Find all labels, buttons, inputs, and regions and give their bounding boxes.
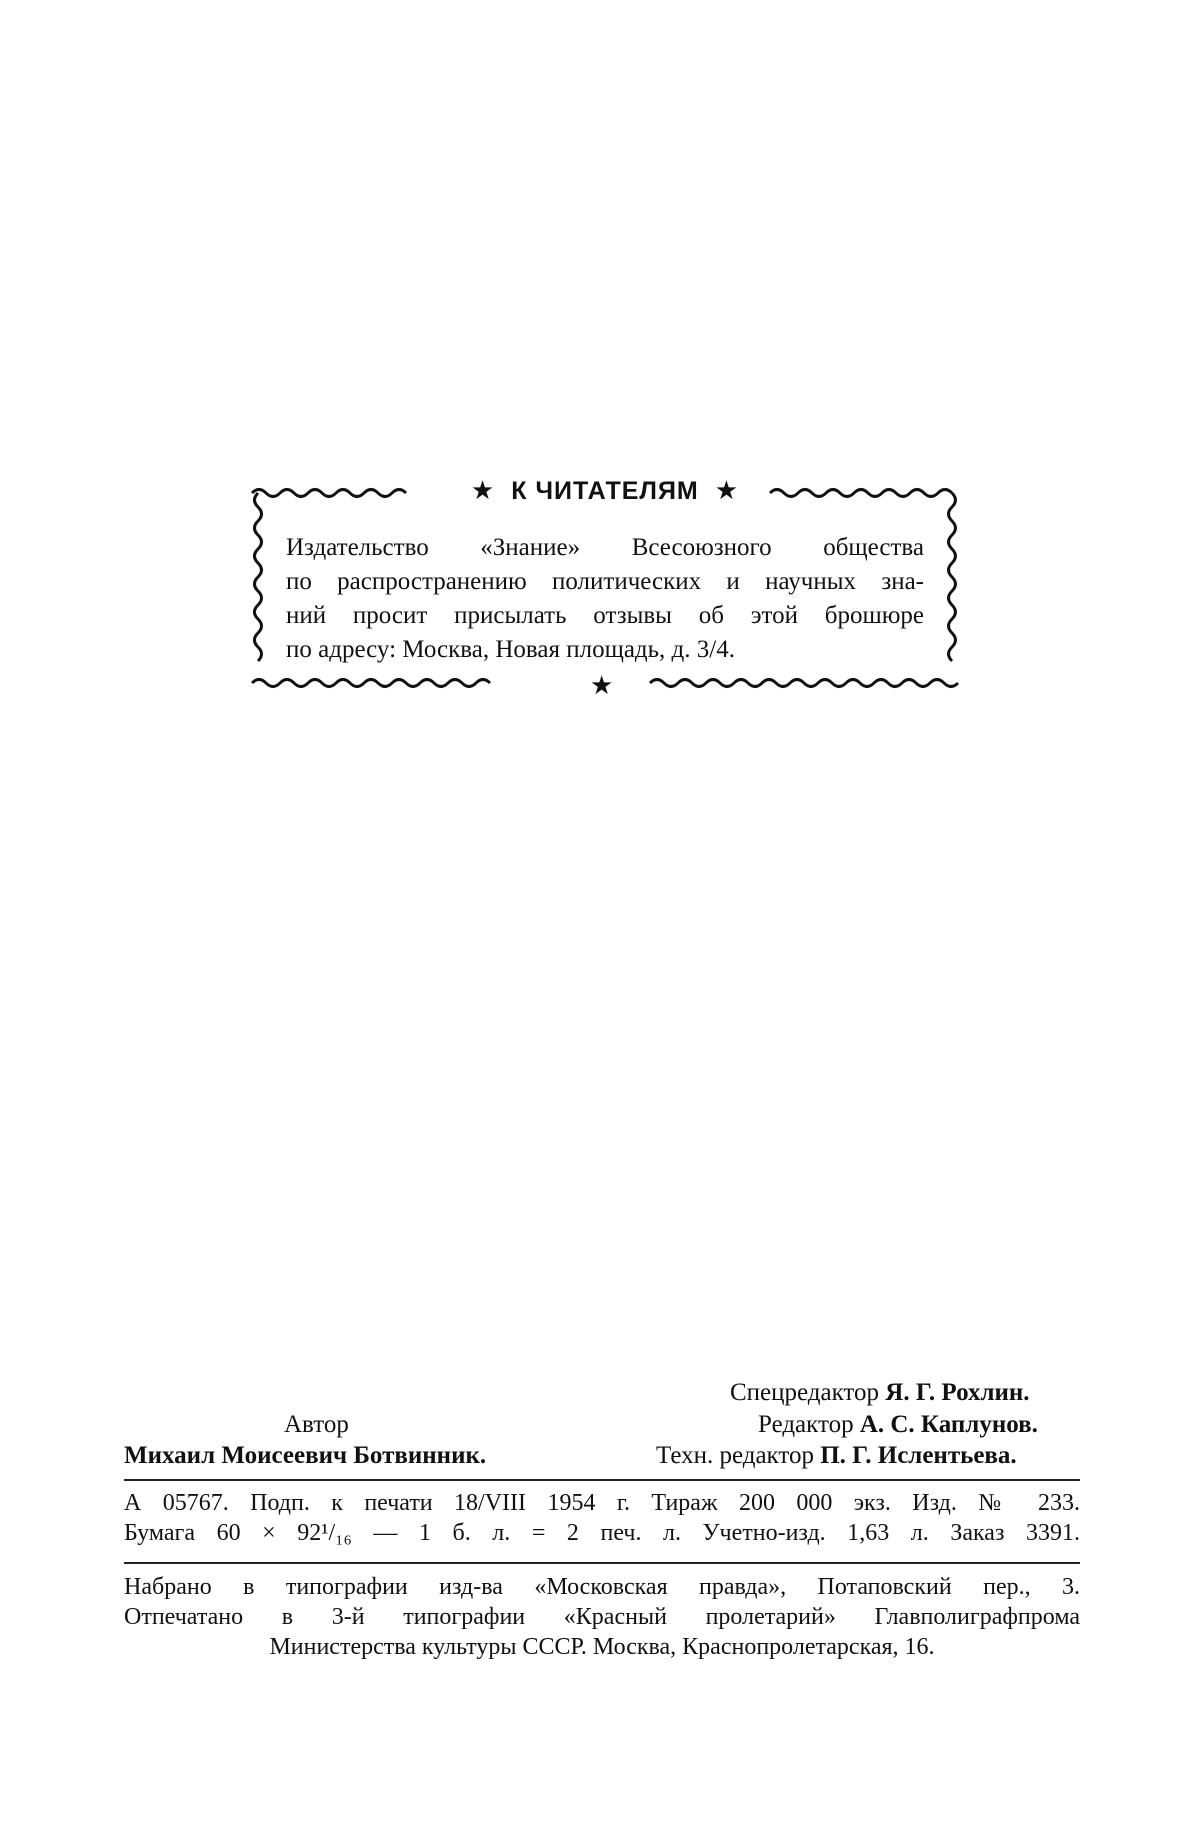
printer-line: Министерства культуры СССР. Москва, Краснопролетарская, 16. (269, 1634, 935, 1660)
tech-editor-name: П. Г. Ислентьева. (820, 1442, 1017, 1469)
tech-editor-credit (656, 1441, 1017, 1471)
reader-notice-box (250, 463, 960, 701)
special-editor-credit (730, 1378, 1030, 1408)
star-icon: ★ (714, 475, 740, 505)
editor-role: Редактор (758, 1411, 854, 1438)
imprint-line: А 05767. Подп. к печати 18/VIII 1954 г. Тираж 200 000 экз. Изд. № 233. (124, 1490, 1080, 1516)
imprint-block (124, 1488, 1080, 1548)
star-icon: ★ (590, 671, 614, 701)
wavy-border-right (949, 493, 956, 661)
wavy-border-bottom-left (252, 680, 490, 687)
editor-credit (758, 1410, 1038, 1440)
wavy-border-left (255, 493, 262, 661)
printer-block (124, 1572, 1080, 1662)
author-label: Автор (284, 1411, 349, 1438)
divider (124, 1562, 1080, 1564)
imprint-line: Бумага 60 × 92¹/₁₆ — 1 б. л. = 2 печ. л. Учетно-изд. 1,63 л. Заказ 3391. (124, 1520, 1080, 1546)
notice-title (250, 475, 960, 506)
notice-body (286, 531, 924, 667)
notice-title-text: К ЧИТАТЕЛЯМ (511, 477, 699, 505)
notice-line: по распространению политических и научных зна- (286, 568, 924, 595)
notice-line: Издательство «Знание» Всесоюзного общества (286, 534, 924, 561)
divider (124, 1479, 1080, 1481)
printer-line: Набрано в типографии изд-ва «Московская правда», Потаповский пер., 3. (124, 1574, 1080, 1600)
author-name: Михаил Моисеевич Ботвинник. (124, 1442, 487, 1469)
editor-name: А. С. Каплунов. (859, 1411, 1038, 1438)
printer-line: Отпечатано в 3-й типографии «Красный пролетарий» Главполиграфпрома (124, 1604, 1080, 1630)
special-editor-name: Я. Г. Рохлин. (885, 1379, 1030, 1406)
notice-line: по адресу: Москва, Новая площадь, д. 3/4. (286, 636, 735, 663)
special-editor-role: Спецредактор (730, 1379, 880, 1406)
tech-editor-role: Техн. редактор (656, 1442, 814, 1469)
wavy-border-bottom-right (650, 680, 958, 687)
star-icon: ★ (470, 475, 496, 505)
notice-line: ний просит присылать отзывы об этой брошюре (286, 602, 924, 629)
